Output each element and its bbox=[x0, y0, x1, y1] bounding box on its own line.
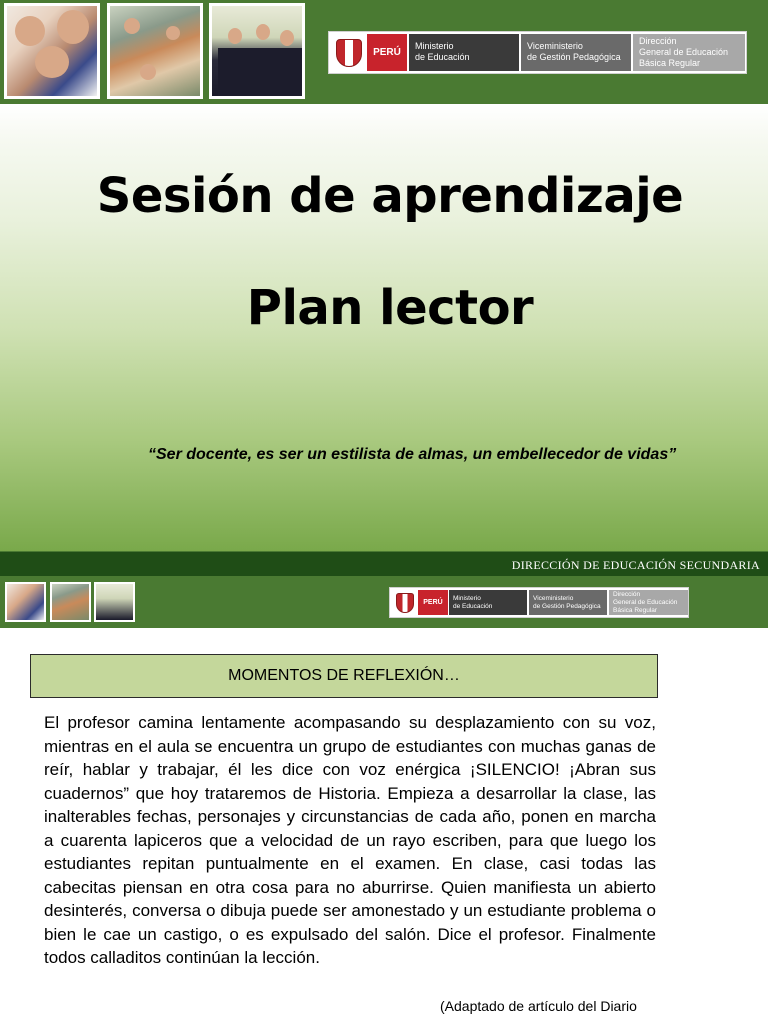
classroom-photo bbox=[50, 582, 91, 622]
header-bar bbox=[0, 576, 768, 628]
header-bar bbox=[0, 0, 768, 104]
ministry-logo bbox=[328, 31, 747, 74]
logo-ministry: Ministerio de Educación bbox=[449, 590, 527, 615]
logo-direction: Dirección General de Educación Básica Regular bbox=[609, 590, 688, 615]
logo-ministry: Ministerio de Educación bbox=[409, 34, 519, 71]
body-paragraph: El profesor camina lentamente acompasando su desplazamiento con su voz, mientras en el aula se encuentra un grupo de estudiantes con muchas ganas de reír, hablar y trabajar, él les dice con voz enérgica ¡SILENCIO! ¡Abran sus cuadernos” que hoy trataremos de Historia. Empieza a desarrollar la clase, las inalterables fechas, personajes y circunstancias de cada año, ponen en marcha a cuarenta lapiceros que a velocidad de un rayo escriben, para que luego los estudiantes repitan puntualmente en el examen. En clase, casi todas las cabecitas piensan en otra cosa para no aburrirse. Quien manifiesta un abierto desinterés, conversa o dibuja puede ser amonestado y un estudiante problema o bien le cae un castigo, o es expulsado del salón. Dice el profesor. Finalmente todos calladitos continúan la lección. bbox=[44, 713, 656, 967]
logo-country: PERÚ bbox=[367, 34, 407, 71]
footer-bar bbox=[0, 551, 768, 576]
footer-text: DIRECCIÓN DE EDUCACIÓN SECUNDARIA bbox=[511, 558, 760, 572]
logo-vice-ministry: Viceministerio de Gestión Pedagógica bbox=[521, 34, 631, 71]
content-slide bbox=[0, 576, 768, 1024]
students-reading-photo bbox=[94, 582, 135, 622]
slide-subtitle: Plan lector bbox=[246, 280, 534, 336]
quote-text: “Ser docente, es ser un estilista de almas, un embellecedor de vidas” bbox=[148, 446, 677, 463]
logo-vice-ministry: Viceministerio de Gestión Pedagógica bbox=[529, 590, 607, 615]
source-citation: (Adaptado de artículo del Diario bbox=[440, 998, 637, 1014]
classroom-photo bbox=[107, 3, 203, 99]
peru-crest-icon bbox=[392, 590, 418, 615]
peru-crest-icon bbox=[331, 34, 367, 71]
logo-direction: Dirección General de Educación Básica Regular bbox=[633, 34, 745, 71]
children-photo bbox=[5, 582, 46, 622]
slide-title: Sesión de aprendizaje bbox=[96, 168, 684, 224]
logo-country: PERÚ bbox=[418, 590, 448, 615]
section-title: MOMENTOS DE REFLEXIÓN… bbox=[228, 667, 460, 684]
ministry-logo bbox=[389, 587, 689, 618]
students-reading-photo bbox=[209, 3, 305, 99]
section-heading-box bbox=[30, 654, 658, 698]
children-photo bbox=[4, 3, 100, 99]
